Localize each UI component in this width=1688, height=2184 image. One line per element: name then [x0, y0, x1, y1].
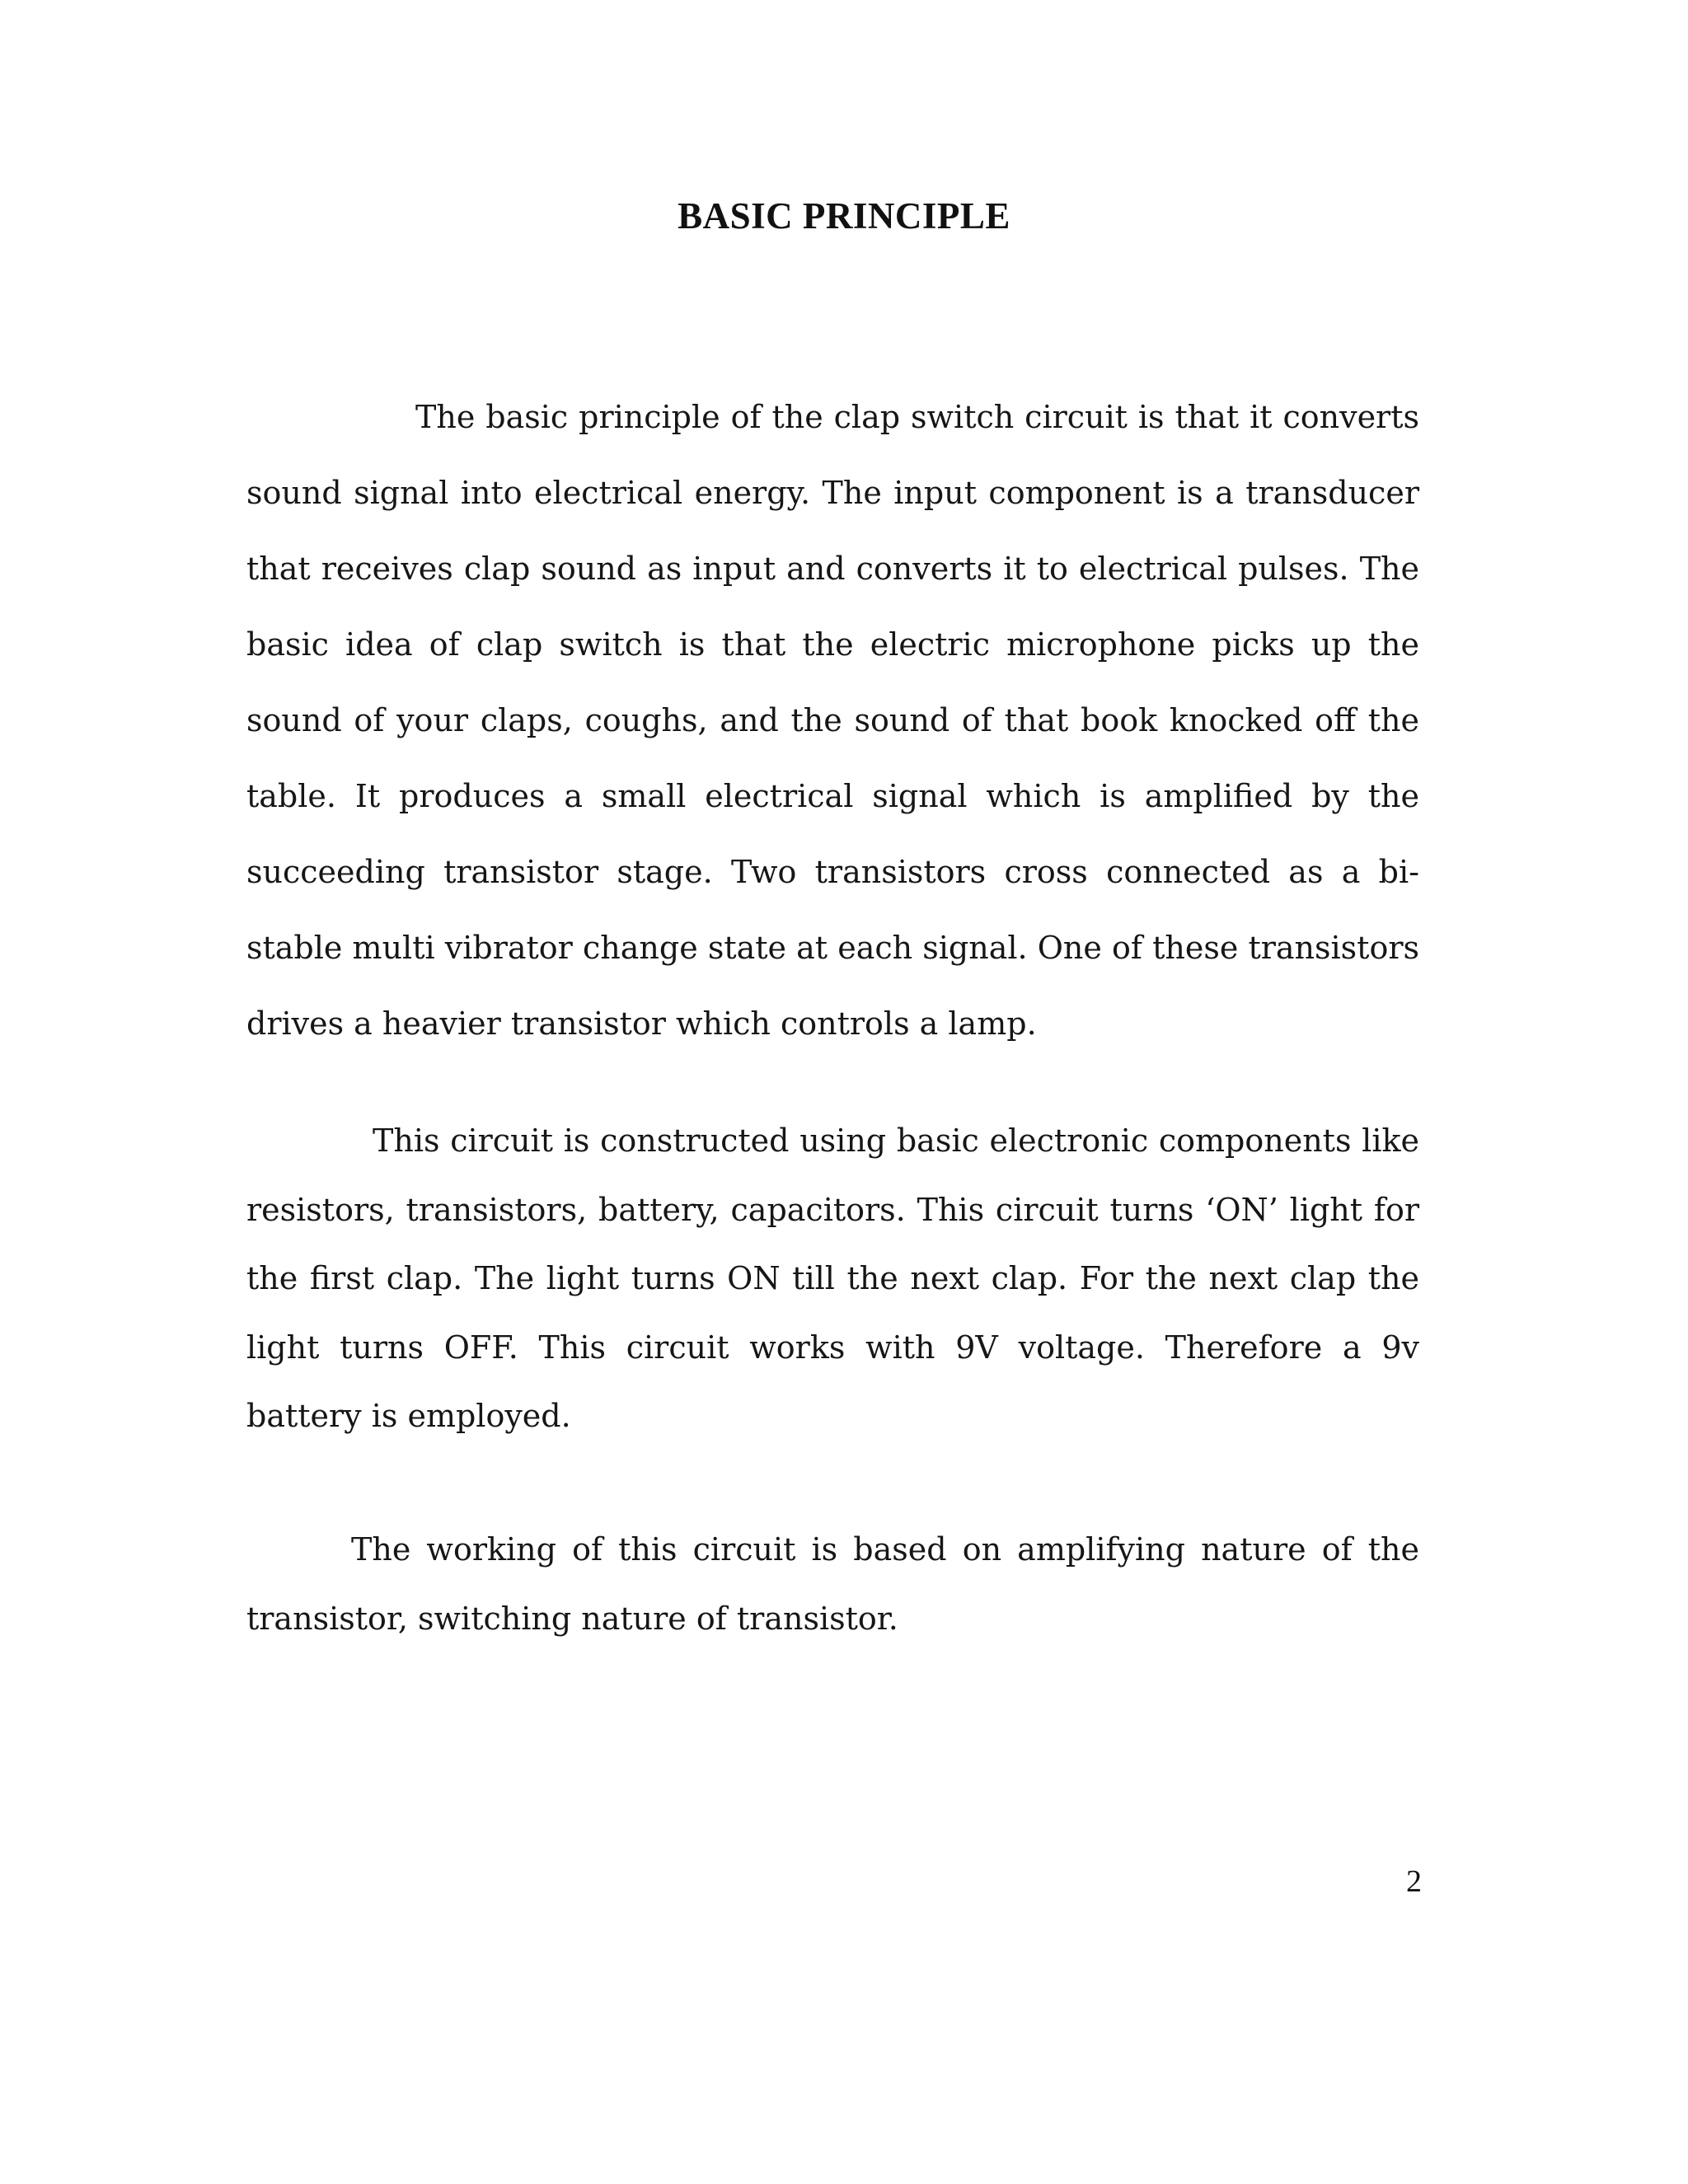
- paragraph-circuit-construction: This circuit is constructed using basic electronic components like resistors, transistors, battery, capacitors. This circuit turns ‘ON’ light for the first clap. The light turns ON till the next clap. For the next clap the light turns OFF. This circuit works with 9V voltage. Therefore a 9v battery is employed.: [246, 1122, 1419, 1434]
- page-number: 2: [1406, 1864, 1422, 1899]
- paragraph-circuit-working: The working of this circuit is based on amplifying nature of the transistor, switching nature of transistor.: [246, 1531, 1419, 1637]
- paragraph-basic-principle: The basic principle of the clap switch circuit is that it converts sound signal into electrical energy. The input component is a transducer that receives clap sound as input and converts it to electrical pulses. The basic idea of clap switch is that the electric microphone picks up the sound of your claps, coughs, and the sound of that book knocked off the table. It produces a small electrical signal which is amplified by the succeeding transistor stage. Two transistors cross connected as a bi-stable multi vibrator change state at each signal. One of these transistors drives a heavier transistor which controls a lamp.: [246, 399, 1419, 1042]
- page-title: BASIC PRINCIPLE: [678, 195, 1010, 237]
